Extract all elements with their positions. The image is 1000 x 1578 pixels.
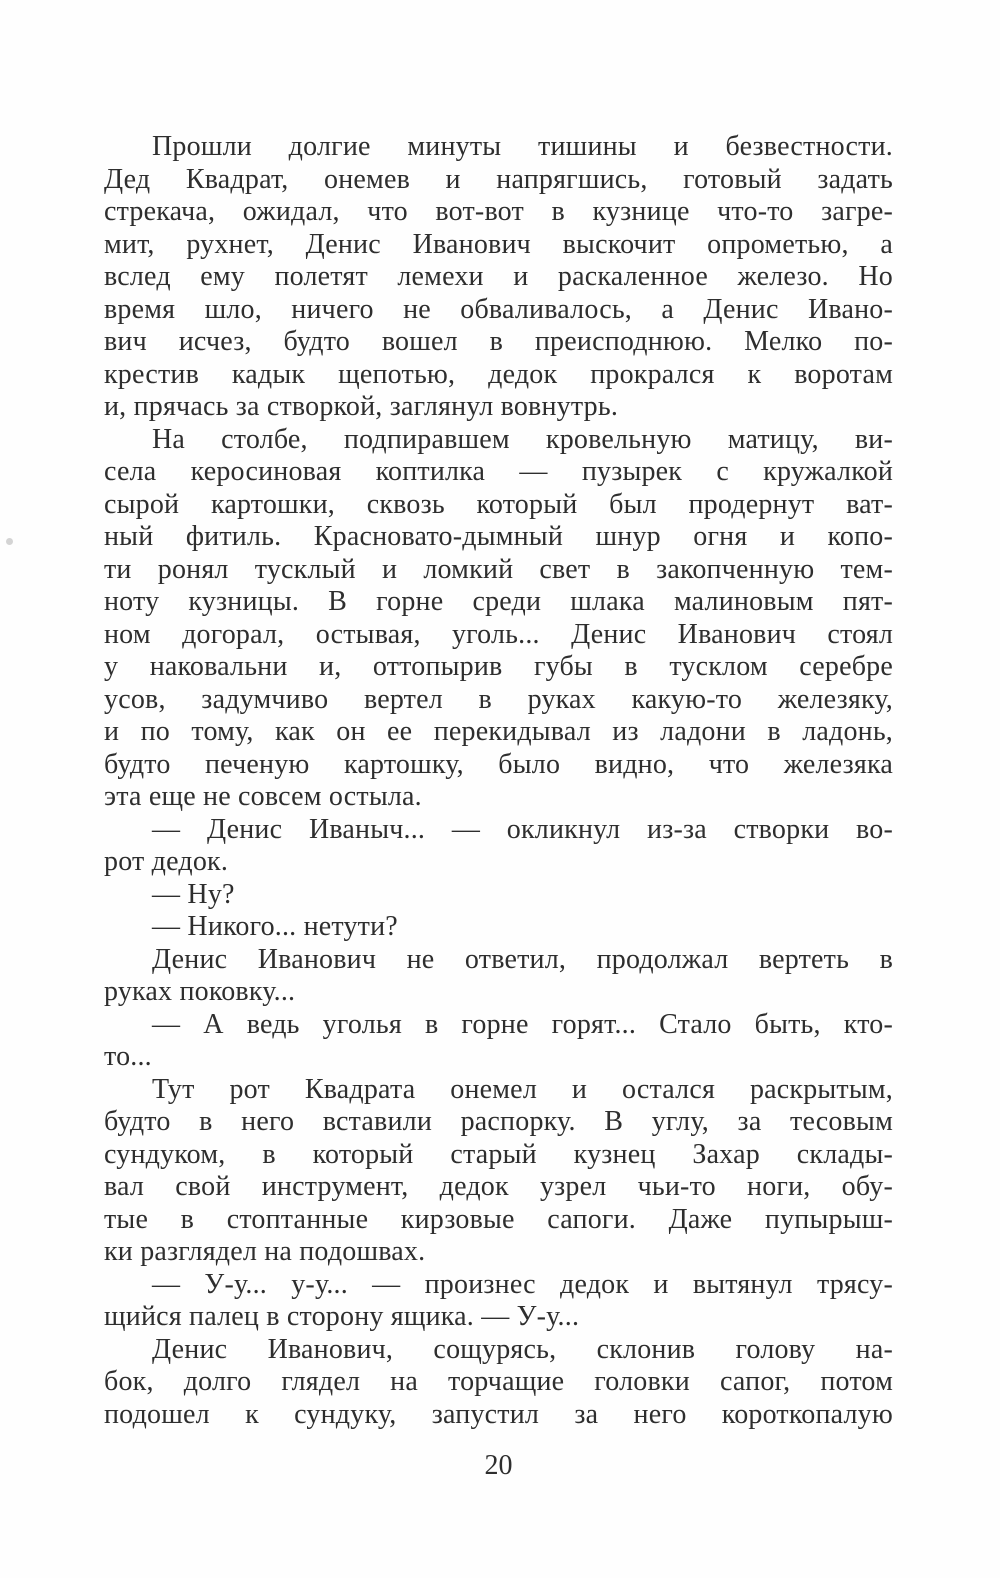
text-line: то...: [104, 1041, 152, 1072]
text-line: сырой картошки, сквозь который был продернут ват-: [104, 488, 893, 520]
paragraph: [104, 911, 893, 944]
text-line: у наковальни и, оттопырив губы в тусклом серебре: [104, 651, 893, 682]
text-line: Денис Иванович не ответил, продолжал вертеть в: [152, 943, 893, 975]
text-line: — А ведь уголья в горне горят... Стало быть, кто-: [152, 1008, 893, 1040]
paragraph: [104, 1074, 893, 1269]
text-line: рот дедок.: [104, 846, 229, 877]
text-line: будто в него вставили распорку. В углу, за тесовым: [104, 1106, 893, 1137]
paragraph: [104, 879, 893, 912]
paragraph: [104, 424, 893, 814]
text-line: Прошли долгие минуты тишины и безвестности.: [152, 131, 893, 162]
text-line: На столбе, подпиравшем кровельную матицу, ви-: [152, 423, 893, 455]
text-line: — У-у... у-у... — произнес дедок и вытянул трясу-: [152, 1268, 893, 1300]
text-line: бок, долго глядел на торчащие головки сапог, потом: [104, 1366, 893, 1397]
text-line: время шло, ничего не обваливалось, а Денис Ивано-: [104, 293, 893, 325]
text-line: Тут рот Квадрата онемел и остался раскрытым,: [152, 1073, 893, 1105]
text-line: вслед ему полетят лемехи и раскаленное железо. Но: [104, 261, 893, 292]
text-line: и, прячась за створкой, заглянул вовнутрь.: [104, 391, 619, 422]
paragraph: [104, 1334, 893, 1432]
paragraph: [104, 1009, 893, 1074]
text-line: села керосиновая коптилка — пузырек с кружалкой: [104, 456, 893, 487]
text-line: ки разглядел на подошвах.: [104, 1236, 426, 1267]
paragraph: [104, 1269, 893, 1334]
text-line: усов, задумчиво вертел в руках какую-то железяку,: [104, 683, 893, 715]
paragraph: [104, 814, 893, 879]
text-line: Денис Иванович, сощурясь, склонив голову на-: [152, 1333, 893, 1365]
text-line: сундуком, в который старый кузнец Захар склады-: [104, 1138, 893, 1170]
text-line: ный фитиль. Красновато-дымный шнур огня и копо-: [104, 521, 893, 552]
text-line: будто печеную картошку, было видно, что железяка: [104, 748, 893, 780]
text-column: [104, 131, 893, 1431]
text-line: — Ну?: [152, 878, 235, 910]
paragraph: [104, 131, 893, 424]
text-line: стрекача, ожидал, что вот-вот в кузнице что-то загре-: [104, 196, 893, 227]
text-line: вич исчез, будто вошел в преисподнюю. Мелко по-: [104, 326, 893, 357]
text-line: эта еще не совсем остыла.: [104, 781, 422, 812]
text-line: крестив кадык щепотью, дедок прокрался к воротам: [104, 358, 893, 390]
text-line: руках поковку...: [104, 976, 296, 1007]
text-line: подошел к сундуку, запустил за него короткопалую: [104, 1398, 893, 1430]
page-number: 20: [484, 1450, 513, 1481]
text-line: — Никого... нетути?: [152, 911, 398, 942]
text-line: вал свой инструмент, дедок узрел чьи-то ноги, обу-: [104, 1171, 893, 1202]
text-line: и по тому, как он ее перекидывал из ладони в ладонь,: [104, 716, 893, 747]
text-line: ти ронял тусклый и ломкий свет в закопченную тем-: [104, 553, 893, 585]
text-line: ном догорал, остывая, уголь... Денис Иванович стоял: [104, 618, 893, 650]
text-line: Дед Квадрат, онемев и напрягшись, готовый задать: [104, 163, 893, 195]
text-line: мит, рухнет, Денис Иванович выскочит опрометью, а: [104, 228, 893, 260]
text-line: ноту кузницы. В горне среди шлака малиновым пят-: [104, 586, 893, 617]
text-line: тые в стоптанные кирзовые сапоги. Даже пупырыш-: [104, 1203, 893, 1235]
text-line: — Денис Иваныч... — окликнул из-за створки во-: [152, 813, 893, 845]
paragraph: [104, 944, 893, 1009]
text-line: щийся палец в сторону ящика. — У-у...: [104, 1301, 580, 1332]
scan-speck: [6, 538, 13, 545]
